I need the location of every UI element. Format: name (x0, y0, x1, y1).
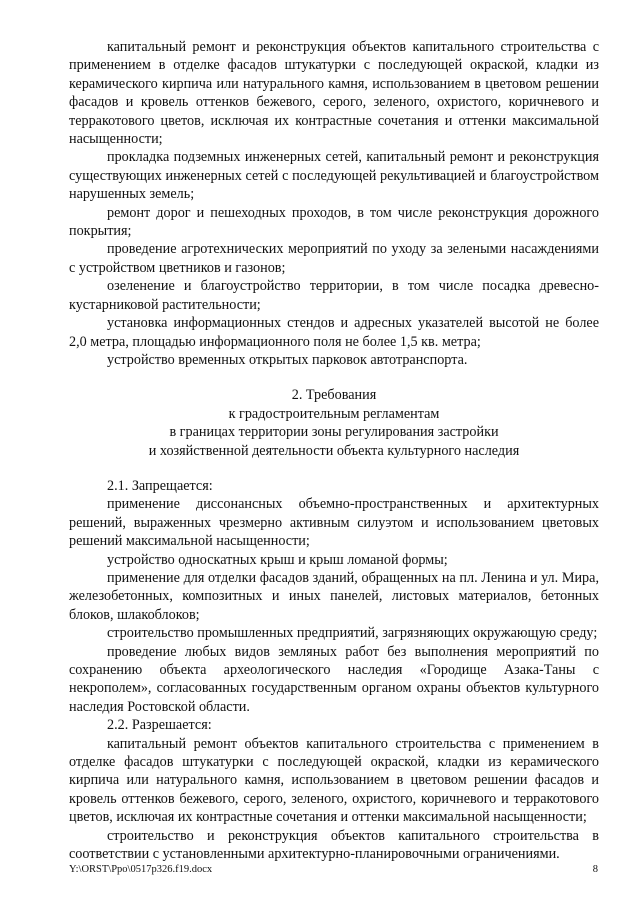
paragraph: проведение любых видов земляных работ без выполнения мероприятий по сохранению объекта археологического наследия «Городище Азака-Таны с некрополем», согласованных государственным органом охраны объектов культурного наследия Ростовской области. (69, 643, 599, 715)
paragraph: строительство и реконструкция объектов капитального строительства в соответствии с установленными архитектурно-планировочными ограничениями. (69, 827, 599, 863)
paragraph: устройство односкатных крыш и крыш ломаной формы; (107, 551, 448, 568)
subsection-title-allowed: 2.2. Разрешается: (107, 717, 212, 734)
paragraph: капитальный ремонт и реконструкция объектов капитального строительства с применением в отделке фасадов штукатурки с последующей окраской, кладки из керамического кирпича или натурального камня, использованием в цветовом решении фасадов и кровель оттенков бежевого, серого, зеленого, охристого, коричневого и терракотового цветов, исключая их контрастные сочетания и оттенки максимальной насыщенности; (69, 39, 599, 148)
paragraph: применение диссонансных объемно-пространственных и архитектурных решений, выраженных чрезмерно активным силуэтом и использованием цветовых решений максимальной насыщенности; (69, 496, 599, 550)
paragraph: озеленение и благоустройство территории, в том числе посадка древесно-кустарниковой растительности; (69, 278, 599, 313)
section-heading-line: в границах территории зоны регулирования застройки (169, 424, 499, 441)
subsection-title-prohibited: 2.1. Запрещается: (107, 477, 213, 494)
page-footer (69, 864, 598, 875)
paragraph: ремонт дорог и пешеходных проходов, в том числе реконструкция дорожного покрытия; (69, 204, 599, 240)
section-heading-line: к градостроительным регламентам (228, 405, 440, 422)
paragraph: капитальный ремонт объектов капитального строительства с применением в отделке фасадов штукатурки с последующей окраской, кладки из керамического кирпича или натурального камня, использованием в цветовом решении фасадов и кровель оттенков бежевого, серого, зеленого, охристого, коричневого и терракотового цветов, исключая их контрастные сочетания и оттенки максимальной насыщенности; (69, 735, 599, 826)
file-path: Y:\ORST\Ppo\0517p326.f19.docx (69, 864, 213, 875)
section-heading (69, 386, 599, 460)
paragraph: применение для отделки фасадов зданий, обращенных на пл. Ленина и ул. Мира, железобетонных, композитных и иных панелей, листовых материалов, бетонных блоков, шлакоблоков; (69, 569, 599, 623)
paragraph: строительство промышленных предприятий, загрязняющих окружающую среду; (107, 625, 598, 642)
page-number: 8 (592, 864, 598, 875)
paragraph: устройство временных открытых парковок автотранспорта. (107, 351, 468, 368)
section-heading-line: и хозяйственной деятельности объекта культурного наследия (148, 442, 520, 459)
paragraph: прокладка подземных инженерных сетей, капитальный ремонт и реконструкция существующих инженерных сетей с последующей рекультивацией и благоустройством нарушенных земель; (69, 149, 599, 203)
section-heading-line: 2. Требования (291, 387, 377, 404)
paragraph: проведение агротехнических мероприятий по уходу за зелеными насаждениями с устройством цветников и газонов; (69, 241, 599, 276)
document-page (69, 38, 599, 863)
paragraph: установка информационных стендов и адресных указателей высотой не более 2,0 метра, площадью информационного поля не более 1,5 кв. метра; (69, 315, 599, 350)
